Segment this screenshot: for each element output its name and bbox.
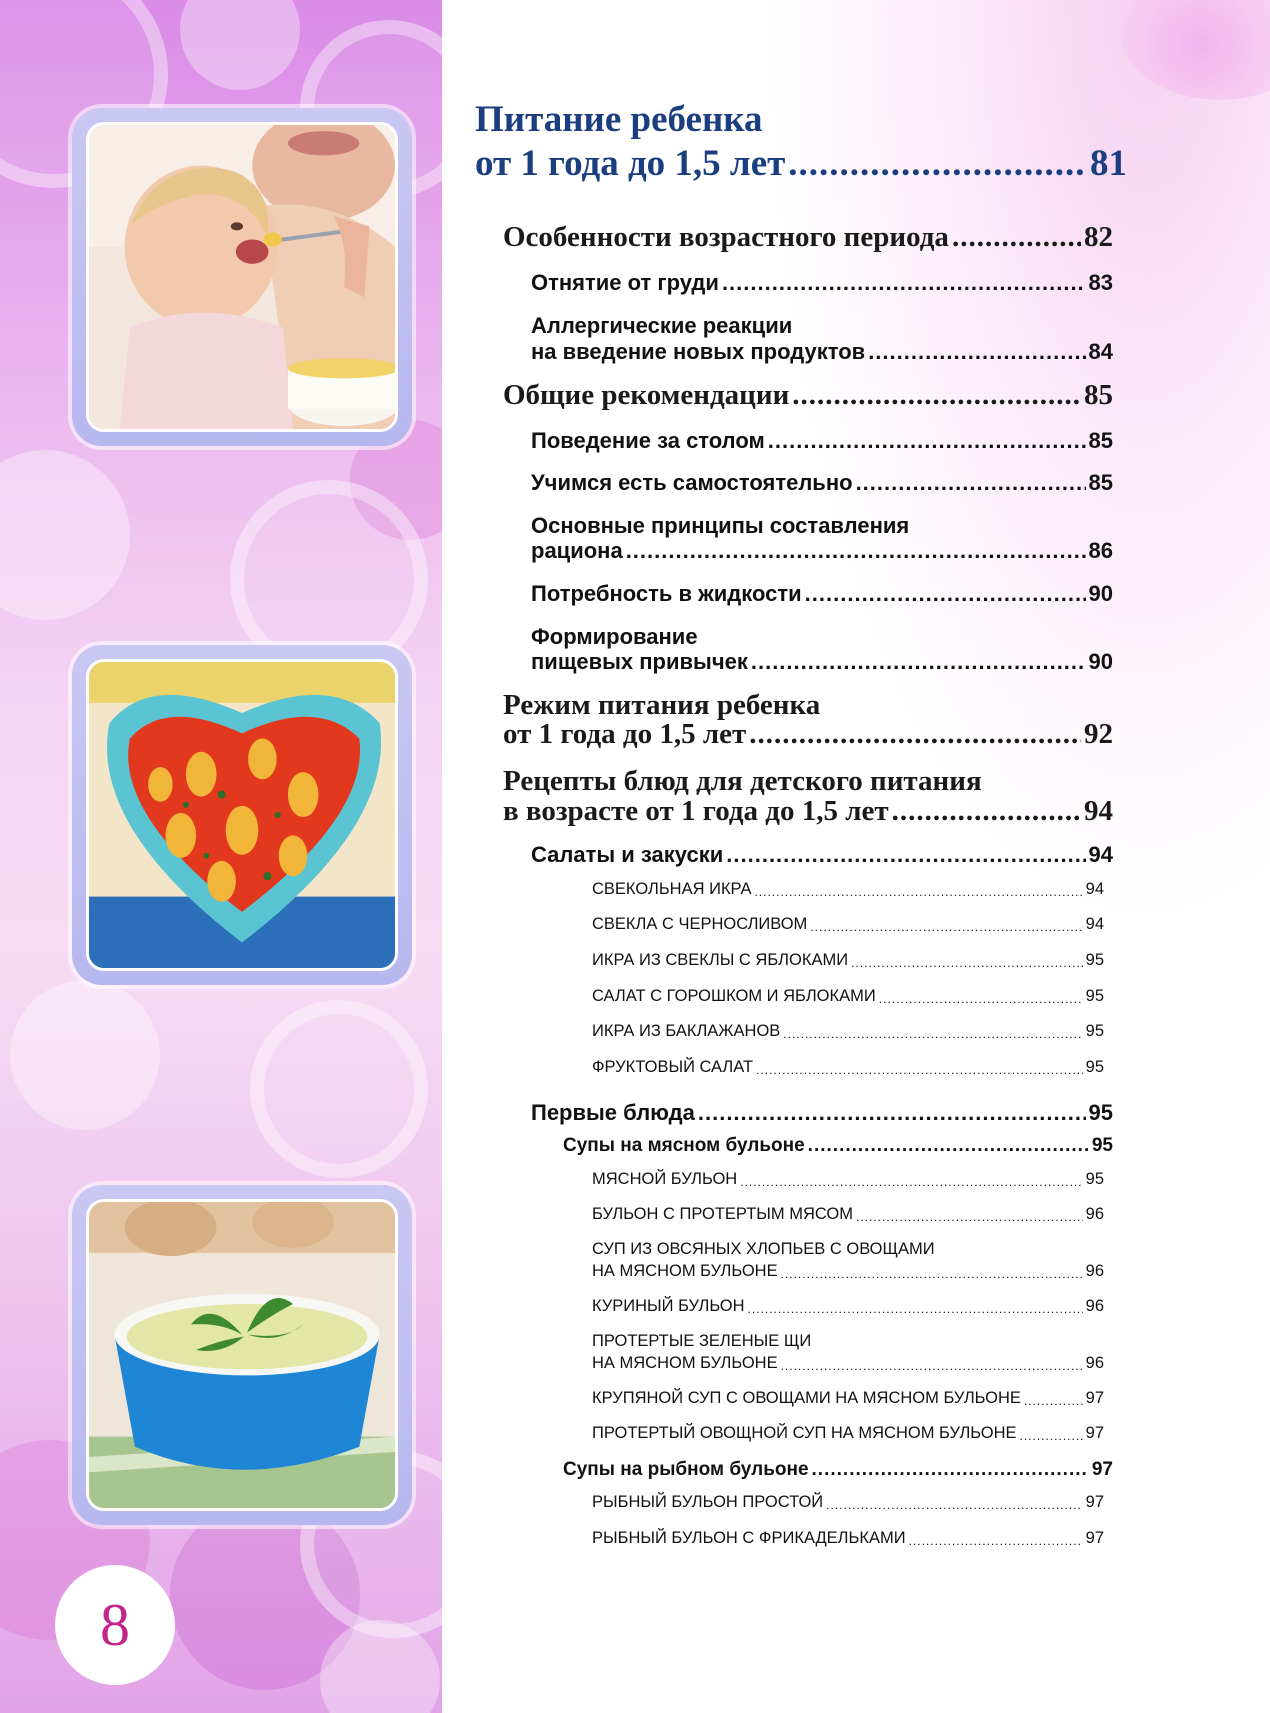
page-ref: 94 [1085, 915, 1104, 933]
page-ref: 97 [1085, 1529, 1104, 1547]
chapter-title-line1: Питание ребенка [475, 99, 763, 140]
leader-dots [749, 718, 1081, 751]
page-ref: 95 [1085, 1058, 1104, 1076]
leader-dots [826, 1498, 1082, 1512]
entry-title: Супы на рыбном бульоне [563, 1459, 809, 1480]
toc-entry-recipe[interactable] [592, 1297, 1104, 1316]
entry-title: Общие рекомендации [503, 379, 790, 411]
entry-title: Поведение за столом [531, 428, 765, 453]
leader-dots [952, 221, 1081, 254]
entry-title-line2: рациона [531, 538, 623, 563]
entry-title-line2: НА МЯСНОМ БУЛЬОНЕ [592, 1354, 778, 1372]
page-ref: 86 [1088, 538, 1113, 563]
toc-entry-section[interactable] [503, 718, 1113, 751]
leader-dots [748, 1302, 1083, 1316]
page-ref: 90 [1088, 581, 1113, 606]
entry-title: Особенности возрастного периода [503, 221, 949, 253]
leader-dots [792, 379, 1081, 412]
entry-title-line1: Режим питания ребенка [503, 689, 821, 721]
entry-title: ФРУКТОВЫЙ САЛАТ [592, 1058, 754, 1076]
entry-title-line1: Формирование [531, 624, 698, 649]
page-ref: 96 [1085, 1262, 1104, 1280]
page-ref: 96 [1085, 1354, 1104, 1372]
entry-title: ИКРА ИЗ СВЕКЛЫ С ЯБЛОКАМИ [592, 951, 849, 969]
toc-entry-recipe[interactable] [592, 1529, 1104, 1548]
entry-title: СВЕКЛА С ЧЕРНОСЛИВОМ [592, 915, 808, 933]
entry-title-line2: НА МЯСНОМ БУЛЬОНЕ [592, 1262, 778, 1280]
toc-entry-subsection[interactable] [531, 842, 1113, 868]
entry-title: ИКРА ИЗ БАКЛАЖАНОВ [592, 1022, 781, 1040]
leader-dots [754, 885, 1082, 899]
toc-entry-subsection[interactable] [531, 470, 1113, 496]
page-ref: 85 [1084, 379, 1113, 411]
toc-entry-recipe[interactable] [592, 1389, 1104, 1408]
toc-entry-recipe[interactable] [592, 987, 1104, 1006]
page-ref: 95 [1085, 987, 1104, 1005]
entry-title-line2: на введение новых продуктов [531, 339, 866, 364]
page-ref: 85 [1088, 470, 1113, 495]
leader-dots [781, 1267, 1083, 1281]
entry-title-line2: пищевых привычек [531, 649, 748, 674]
toc-entry-recipe[interactable] [592, 1262, 1104, 1281]
entry-title-line1: ПРОТЕРТЫЕ ЗЕЛЕНЫЕ ЩИ [592, 1332, 812, 1350]
entry-title: Салаты и закуски [531, 842, 724, 867]
toc-entry-recipe[interactable] [592, 1205, 1104, 1224]
page-ref: 94 [1084, 795, 1113, 827]
page-ref: 95 [1088, 1100, 1113, 1125]
chapter-title-line2: от 1 года до 1,5 лет [475, 143, 786, 184]
entry-title: СВЕКОЛЬНАЯ ИКРА [592, 880, 752, 898]
leader-dots [812, 1459, 1089, 1481]
leader-dots [892, 795, 1081, 828]
leader-dots [868, 339, 1085, 365]
entry-title: КУРИНЫЙ БУЛЬОН [592, 1297, 745, 1315]
page-ref: 97 [1085, 1424, 1104, 1442]
leader-dots [879, 992, 1083, 1006]
leader-dots [805, 581, 1086, 607]
page-ref: 94 [1088, 842, 1113, 867]
leader-dots [909, 1534, 1083, 1548]
page-ref: 95 [1085, 1022, 1104, 1040]
page-ref: 95 [1085, 951, 1104, 969]
leader-dots [856, 1210, 1083, 1224]
toc-entry-subsection[interactable] [531, 428, 1113, 454]
entry-title: РЫБНЫЙ БУЛЬОН С ФРИКАДЕЛЬКАМИ [592, 1529, 906, 1547]
page-ref: 81 [1090, 143, 1127, 184]
toc-entry-subsection[interactable] [531, 581, 1113, 607]
toc-entry-recipe[interactable] [592, 1493, 1104, 1512]
toc-entry-section[interactable] [503, 379, 1113, 412]
leader-dots [851, 956, 1083, 970]
leader-dots [788, 142, 1087, 185]
leader-dots [1024, 1394, 1083, 1408]
entry-title: Первые блюда [531, 1100, 695, 1125]
toc-entry-section[interactable] [503, 795, 1113, 828]
page-ref: 96 [1085, 1205, 1104, 1223]
leader-dots [726, 842, 1085, 868]
page-ref: 97 [1085, 1389, 1104, 1407]
toc-entry-recipe[interactable] [592, 1424, 1104, 1443]
entry-title: ПРОТЕРТЫЙ ОВОЩНОЙ СУП НА МЯСНОМ БУЛЬОНЕ [592, 1424, 1017, 1442]
toc-entry-section[interactable] [503, 221, 1113, 254]
page-ref: 96 [1085, 1297, 1104, 1315]
toc-entry-subsection[interactable] [531, 1100, 1113, 1126]
page-ref: 95 [1085, 1170, 1104, 1188]
leader-dots [626, 538, 1086, 564]
leader-dots [1020, 1429, 1083, 1443]
leader-dots [740, 1175, 1082, 1189]
page-ref: 83 [1088, 270, 1113, 295]
toc-entry-recipe[interactable] [592, 915, 1104, 934]
page-ref: 85 [1088, 428, 1113, 453]
entry-title: Учимся есть самостоятельно [531, 470, 853, 495]
leader-dots [756, 1063, 1083, 1077]
page-ref: 82 [1084, 221, 1113, 253]
entry-title: Отнятие от груди [531, 270, 719, 295]
toc-entry-subsection[interactable] [531, 270, 1113, 296]
leader-dots [808, 1135, 1089, 1157]
toc-entry-group[interactable] [563, 1135, 1113, 1157]
entry-title-line2: от 1 года до 1,5 лет [503, 718, 747, 750]
page-ref: 95 [1091, 1135, 1113, 1156]
toc-entry-subsection[interactable] [531, 339, 1113, 365]
entry-title: МЯСНОЙ БУЛЬОН [592, 1170, 738, 1188]
entry-title: РЫБНЫЙ БУЛЬОН ПРОСТОЙ [592, 1493, 824, 1511]
entry-title-line1: Аллергические реакции [531, 313, 793, 338]
page-ref: 84 [1088, 339, 1113, 364]
leader-dots [781, 1359, 1083, 1373]
toc-entry-recipe[interactable] [592, 1354, 1104, 1373]
leader-dots [751, 649, 1086, 675]
toc-entry-chapter[interactable] [475, 142, 1127, 185]
entry-title-line1: Рецепты блюд для детского питания [503, 765, 982, 797]
entry-title-line1: Основные принципы составления [531, 513, 910, 538]
leader-dots [856, 470, 1086, 496]
leader-dots [768, 428, 1086, 454]
page-ref: 90 [1088, 649, 1113, 674]
leader-dots [698, 1100, 1086, 1126]
entry-title: Супы на мясном бульоне [563, 1135, 805, 1156]
entry-title: САЛАТ С ГОРОШКОМ И ЯБЛОКАМИ [592, 987, 876, 1005]
entry-title: КРУПЯНОЙ СУП С ОВОЩАМИ НА МЯСНОМ БУЛЬОНЕ [592, 1389, 1021, 1407]
toc-entry-subsection[interactable] [531, 649, 1113, 675]
page-ref: 94 [1085, 880, 1104, 898]
entry-title-line2: в возрасте от 1 года до 1,5 лет [503, 795, 889, 827]
toc-entry-recipe[interactable] [592, 951, 1104, 970]
page-ref: 92 [1084, 718, 1113, 750]
entry-title: Потребность в жидкости [531, 581, 802, 606]
toc-entry-recipe[interactable] [592, 1022, 1104, 1041]
leader-dots [783, 1027, 1082, 1041]
toc-entry-recipe[interactable] [592, 1058, 1104, 1077]
leader-dots [722, 270, 1086, 296]
entry-title-line1: СУП ИЗ ОВСЯНЫХ ХЛОПЬЕВ С ОВОЩАМИ [592, 1240, 935, 1258]
entry-title: БУЛЬОН С ПРОТЕРТЫМ МЯСОМ [592, 1205, 854, 1223]
page-number: 8 [100, 1592, 130, 1658]
leader-dots [810, 920, 1082, 934]
toc-entry-subsection[interactable] [531, 538, 1113, 564]
toc-entry-recipe[interactable] [592, 880, 1104, 899]
toc-entry-group[interactable] [563, 1459, 1113, 1481]
page-ref: 97 [1091, 1459, 1113, 1480]
toc-entry-recipe[interactable] [592, 1170, 1104, 1189]
page-ref: 97 [1085, 1493, 1104, 1511]
